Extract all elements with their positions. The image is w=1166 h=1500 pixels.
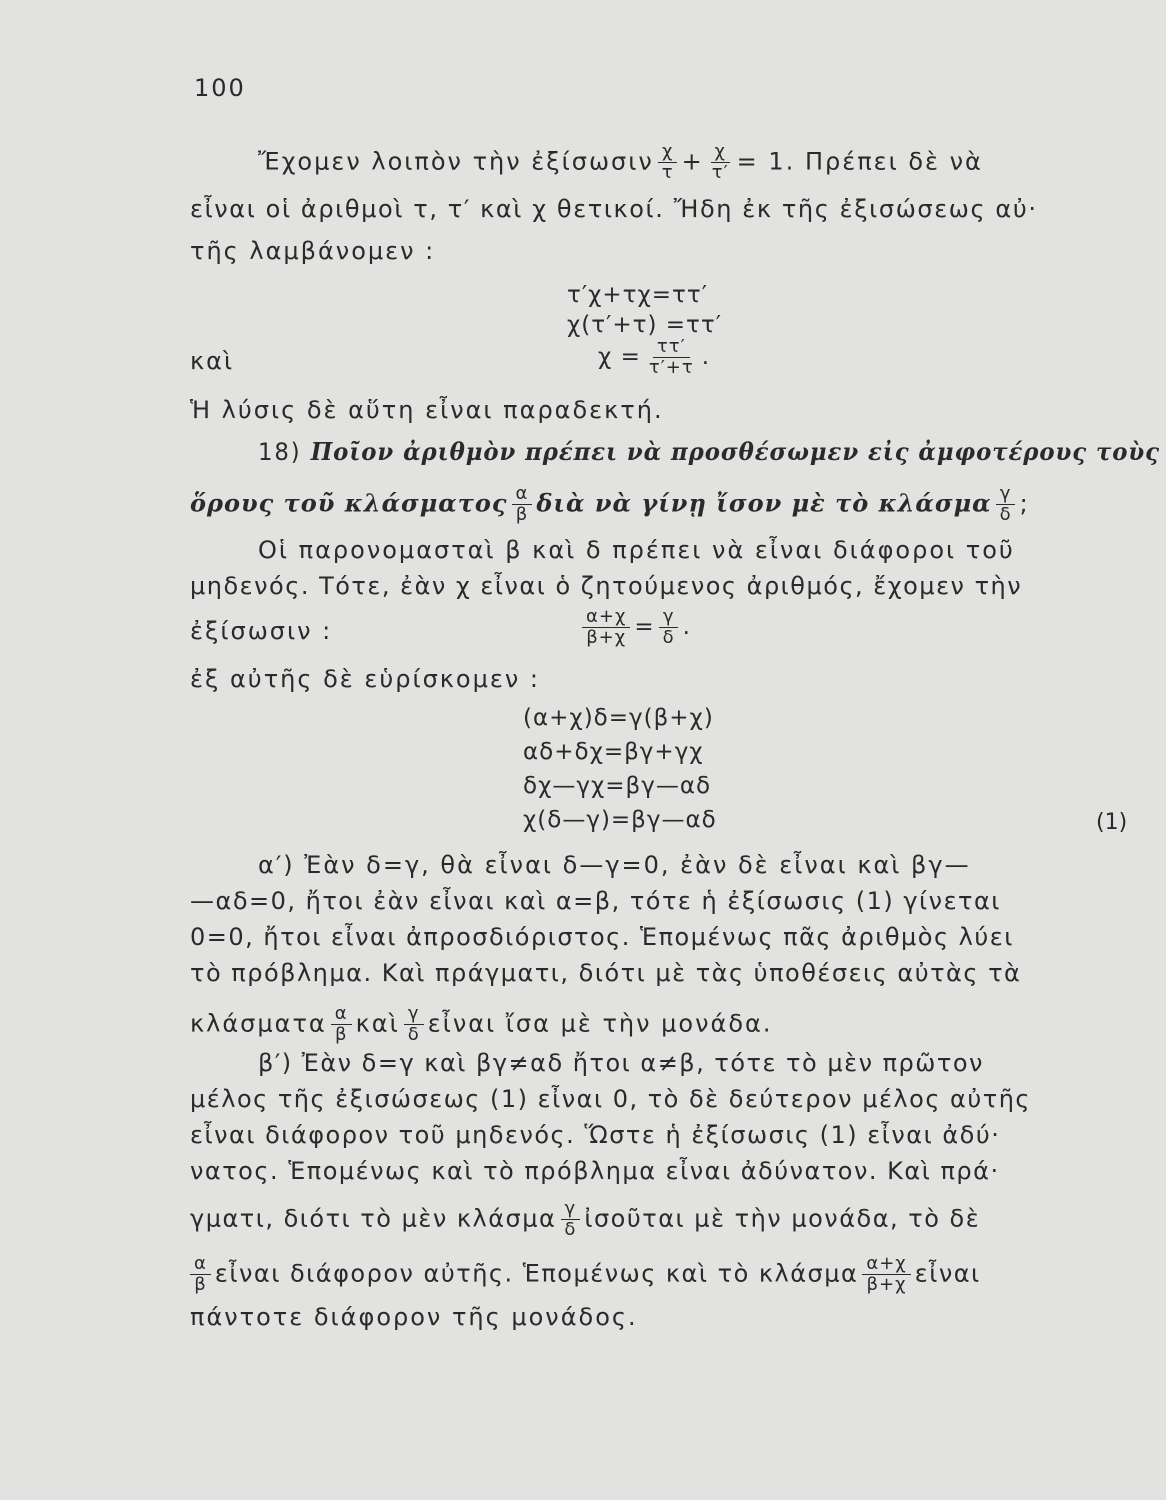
- text-line: [190, 1199, 980, 1240]
- text-line: ἐξ αὐτῆς δὲ εὑρίσκομεν :: [190, 665, 540, 693]
- question-mark: ;: [1019, 489, 1030, 518]
- equation-lhs: χ =: [598, 344, 641, 370]
- fraction: [658, 142, 678, 183]
- fraction-numerator: α: [190, 1254, 211, 1275]
- problem-title: Ποῖον ἀριθμὸν πρέπει νὰ προσθέσωμεν εἰς ἀμφοτέρους τοὺς: [310, 437, 1160, 466]
- fraction-numerator: γ: [996, 484, 1016, 505]
- fraction: [659, 607, 679, 648]
- fraction-numerator: γ: [561, 1199, 581, 1220]
- equation: τ′χ+τχ=ττ′: [567, 282, 708, 308]
- equation-end: .: [682, 614, 691, 640]
- text-line: καὶ: [190, 347, 235, 375]
- fraction-denominator: δ: [999, 504, 1012, 525]
- fraction-denominator: δ: [407, 1024, 420, 1045]
- fraction-denominator: β: [515, 504, 529, 525]
- fraction: [190, 1254, 211, 1295]
- fraction: [512, 484, 533, 525]
- fraction-denominator: δ: [564, 1219, 577, 1240]
- problem-title: διὰ νὰ γίνῃ ἴσον μὲ τὸ κλάσμα: [536, 488, 992, 518]
- text-span: ἰσοῦται μὲ τὴν μονάδα, τὸ δὲ: [584, 1204, 981, 1233]
- equation: αδ+δχ=βγ+γχ: [523, 739, 704, 765]
- problem-number: 18): [258, 438, 302, 466]
- fraction-numerator: χ: [658, 142, 677, 163]
- text-span: Ἔχομεν λοιπὸν τὴν ἐξίσωσιν: [258, 147, 654, 176]
- fraction-numerator: ττ′: [653, 337, 690, 358]
- equation: χ(δ—γ)=βγ—αδ: [523, 807, 717, 833]
- fraction-denominator: β+χ: [866, 1274, 907, 1295]
- fraction-denominator: β: [194, 1274, 207, 1295]
- text-line: τῆς λαμβάνομεν :: [190, 237, 436, 265]
- fraction-numerator: α+χ: [862, 1254, 910, 1275]
- text-span: καὶ: [355, 1009, 400, 1038]
- text-line: [190, 1004, 772, 1045]
- text-line: β′) Ἐὰν δ=γ καὶ βγ≠αδ ἤτοι α≠β, τότε τὸ μὲν πρῶτον: [258, 1049, 984, 1077]
- text-span: εἶναι διάφορον αὐτῆς. Ἑπομένως καὶ τὸ κλάσμα: [214, 1259, 859, 1288]
- text-span: εἶναι: [914, 1259, 981, 1288]
- fraction: [404, 1004, 424, 1045]
- fraction: [645, 337, 698, 378]
- equation: (α+χ)δ=γ(β+χ): [523, 705, 714, 731]
- equation: [578, 607, 691, 648]
- problem-heading: [190, 484, 1030, 525]
- text-line: πάντοτε διάφορον τῆς μονάδος.: [190, 1303, 638, 1331]
- text-span: εἶναι ἴσα μὲ τὴν μονάδα.: [427, 1009, 773, 1038]
- fraction: [582, 607, 630, 648]
- plus-sign: +: [681, 147, 704, 176]
- fraction-numerator: α+χ: [582, 607, 630, 628]
- equation: δχ—γχ=βγ—αδ: [523, 773, 712, 799]
- fraction-numerator: γ: [659, 607, 679, 628]
- text-line: —αδ=0, ἤτοι ἐὰν εἶναι καὶ α=β, τότε ἡ ἐξίσωσις (1) γίνεται: [190, 887, 1001, 915]
- fraction: [331, 1004, 352, 1045]
- fraction-denominator: τ: [661, 162, 674, 183]
- fraction-numerator: γ: [404, 1004, 424, 1025]
- text-line: μηδενός. Τότε, ἐὰν χ εἶναι ὁ ζητούμενος ἀριθμός, ἔχομεν τὴν: [190, 572, 1023, 600]
- text-line: 0=0, ἤτοι εἶναι ἀπροσδιόριστος. Ἑπομένως πᾶς ἀριθμὸς λύει: [190, 923, 1014, 951]
- text-line: [258, 142, 983, 183]
- problem-heading: [258, 437, 1160, 467]
- text-line: ἐξίσωσιν :: [190, 617, 333, 645]
- text-line: εἶναι οἱ ἀριθμοὶ τ, τ′ καὶ χ θετικοί. Ἤδη ἐκ τῆς ἐξισώσεως αὐ·: [190, 195, 1038, 223]
- text-span: = 1. Πρέπει δὲ νὰ: [736, 147, 983, 176]
- text-line: [186, 1254, 981, 1295]
- text-line: Οἱ παρονομασταὶ β καὶ δ πρέπει νὰ εἶναι διάφοροι τοῦ: [258, 536, 1015, 564]
- fraction-numerator: α: [512, 484, 533, 505]
- fraction: [560, 1199, 580, 1240]
- equation-label: (1): [1096, 810, 1128, 835]
- problem-title: ὅρους τοῦ κλάσματος: [190, 488, 508, 518]
- fraction-numerator: α: [331, 1004, 352, 1025]
- page-number: 100: [194, 74, 246, 102]
- text-line: εἶναι διάφορον τοῦ μηδενός. Ὥστε ἡ ἐξίσωσις (1) εἶναι ἀδύ·: [190, 1121, 1001, 1149]
- equals-sign: =: [634, 614, 655, 640]
- fraction-denominator: τ′+τ: [648, 357, 694, 378]
- text-line: τὸ πρόβλημα. Καὶ πράγματι, διότι μὲ τὰς ὑποθέσεις αὐτὰς τὰ: [190, 959, 1022, 987]
- fraction-denominator: τ′: [711, 162, 729, 183]
- equation-end: .: [701, 344, 711, 370]
- text-span: κλάσματα: [190, 1009, 327, 1038]
- equation: χ(τ′+τ) =ττ′: [567, 312, 722, 338]
- fraction-numerator: χ: [711, 142, 730, 163]
- text-line: Ἡ λύσις δὲ αὕτη εἶναι παραδεκτή.: [190, 396, 664, 424]
- text-line: α′) Ἐὰν δ=γ, θὰ εἶναι δ—γ=0, ἐὰν δὲ εἶναι καὶ βγ—: [258, 851, 971, 879]
- fraction-denominator: β: [334, 1024, 348, 1045]
- fraction: [862, 1254, 910, 1295]
- fraction: [996, 484, 1016, 525]
- text-line: νατος. Ἑπομένως καὶ τὸ πρόβλημα εἶναι ἀδύνατον. Καὶ πρά·: [190, 1157, 1000, 1185]
- fraction: [708, 142, 733, 183]
- equation: [598, 337, 710, 378]
- text-line: μέλος τῆς ἐξισώσεως (1) εἶναι 0, τὸ δὲ δεύτερον μέλος αὐτῆς: [190, 1085, 1031, 1113]
- fraction-denominator: δ: [662, 627, 675, 648]
- text-span: γματι, διότι τὸ μὲν κλάσμα: [190, 1204, 557, 1233]
- fraction-denominator: β+χ: [586, 627, 627, 648]
